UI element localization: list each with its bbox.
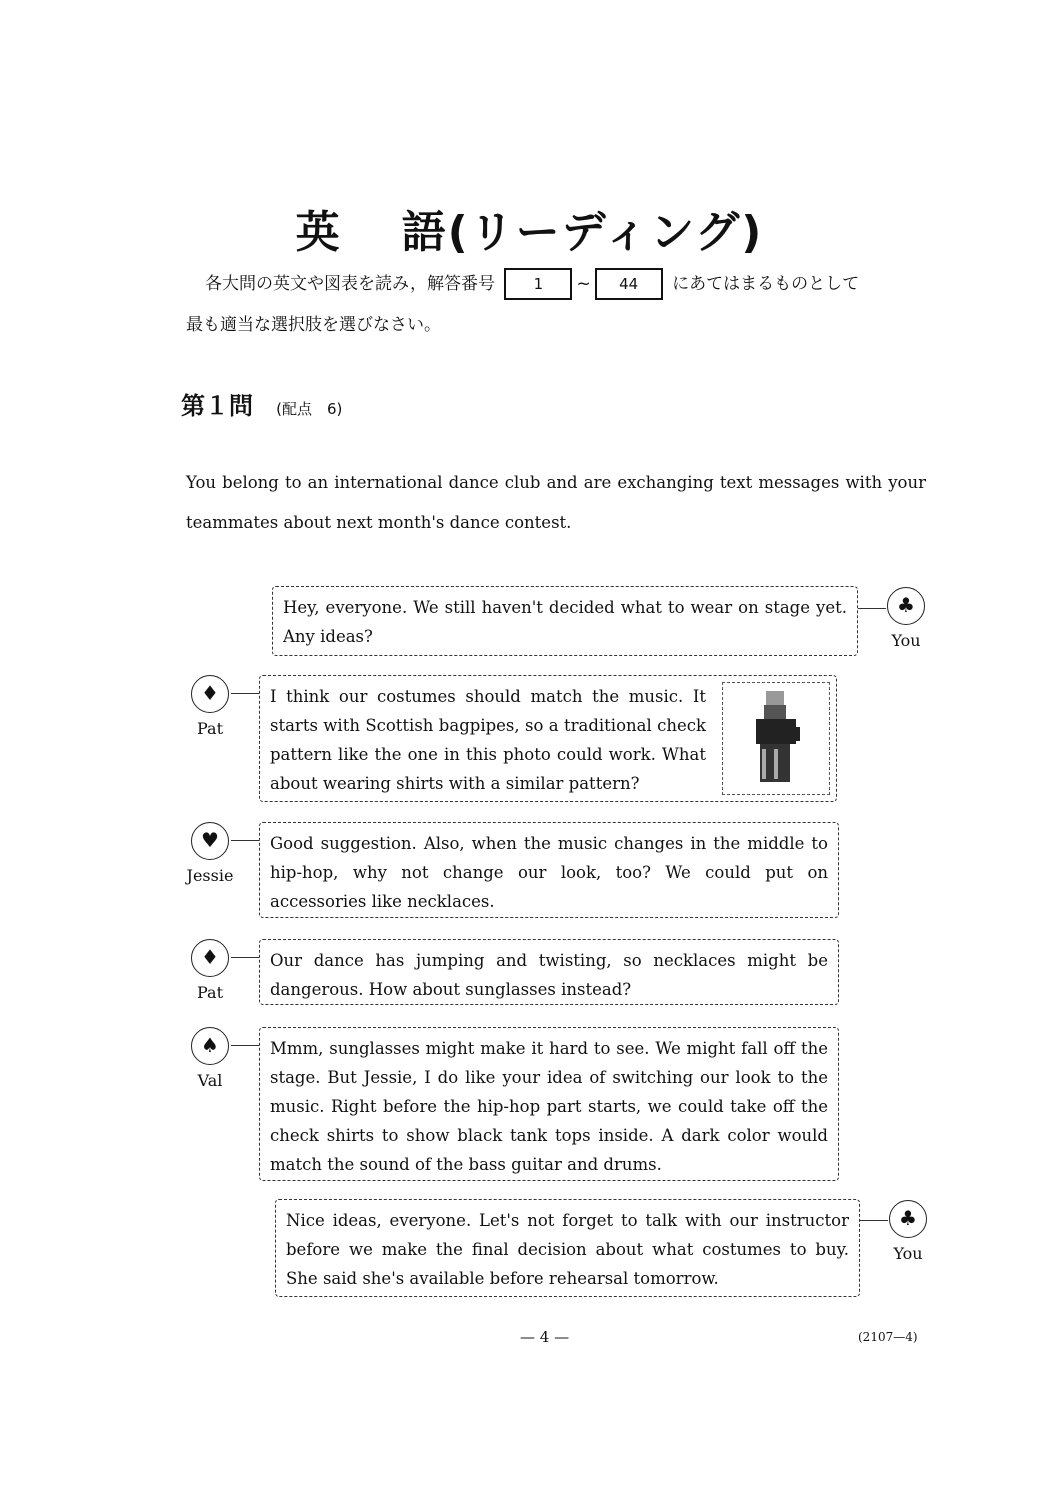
bubble-tail [231,1045,259,1048]
message-text: Good suggestion. Also, when the music changes in the middle to hip-hop, why not change our look, too? We could put on accessories like necklaces. [270,834,828,911]
speaker-name: Pat [196,983,223,1002]
question-intro: You belong to an international dance club and are exchanging text messages with your teammates about next month's dance contest. [186,473,926,532]
heart-icon: ♥ [191,822,229,860]
title-part-1: 英 [295,207,342,258]
bubble-tail [231,693,259,696]
club-icon: ♣ [887,587,925,625]
instructions-line-2: 最も適当な選択肢を選びなさい。 [186,315,441,335]
title-part-2: 語(リーディング) [401,207,764,258]
question-number: 第１問 [181,392,253,420]
bubble-tail [231,840,259,843]
instructions-line-1 [205,268,859,300]
page-code: (2107—4) [858,1330,918,1344]
question-heading [181,386,342,421]
speaker-name: You [891,631,921,650]
bubble-tail [860,1220,888,1223]
speaker-name: Jessie [186,866,234,885]
diamond-icon: ♦ [191,675,229,713]
message-text: Hey, everyone. We still haven't decided what to wear on stage yet. Any ideas? [283,598,847,646]
question-points: (配点 6) [276,400,343,418]
club-icon: ♣ [889,1200,927,1238]
page-title [0,196,1059,260]
bagpiper-photo [722,682,830,795]
answer-number-end-box: 44 [595,268,663,300]
speaker-name: Val [197,1071,223,1090]
instructions-text-after: にあてはまるものとして [672,274,860,294]
message-text: Mmm, sunglasses might make it hard to see. We might fall off the stage. But Jessie, I do like your idea of switching our look to the music. Right before the hip-hop part starts, we could take off the check shirts to show black tank tops inside. A dark color would match the sound of the bass guitar and drums. [270,1039,828,1174]
message-text: Nice ideas, everyone. Let's not forget to talk with our instructor before we make the final decision about what costumes to buy. She said she's available before rehearsal tomorrow. [286,1211,849,1288]
message-bubble [272,586,858,656]
speaker-name: You [893,1244,923,1263]
message-bubble [259,1027,839,1181]
page-number: — 4 — [520,1328,570,1346]
tilde: ~ [576,274,591,294]
answer-number-start-box: 1 [504,268,572,300]
message-bubble [259,822,839,918]
message-bubble [259,939,839,1005]
message-bubble [275,1199,860,1297]
speaker-name: Pat [196,719,223,738]
spade-icon: ♠ [191,1027,229,1065]
bubble-tail [858,608,886,611]
diamond-icon: ♦ [191,939,229,977]
bubble-tail [231,957,259,960]
message-text: I think our costumes should match the music. It starts with Scottish bagpipes, so a traditional check pattern like the one in this photo could work. What about wearing shirts with a similar pattern? [270,687,706,793]
message-text: Our dance has jumping and twisting, so necklaces might be dangerous. How about sunglasses instead? [270,951,828,999]
instructions-text: 各大問の英文や図表を読み，解答番号 [205,274,496,294]
bagpiper-figure-icon [746,689,806,789]
